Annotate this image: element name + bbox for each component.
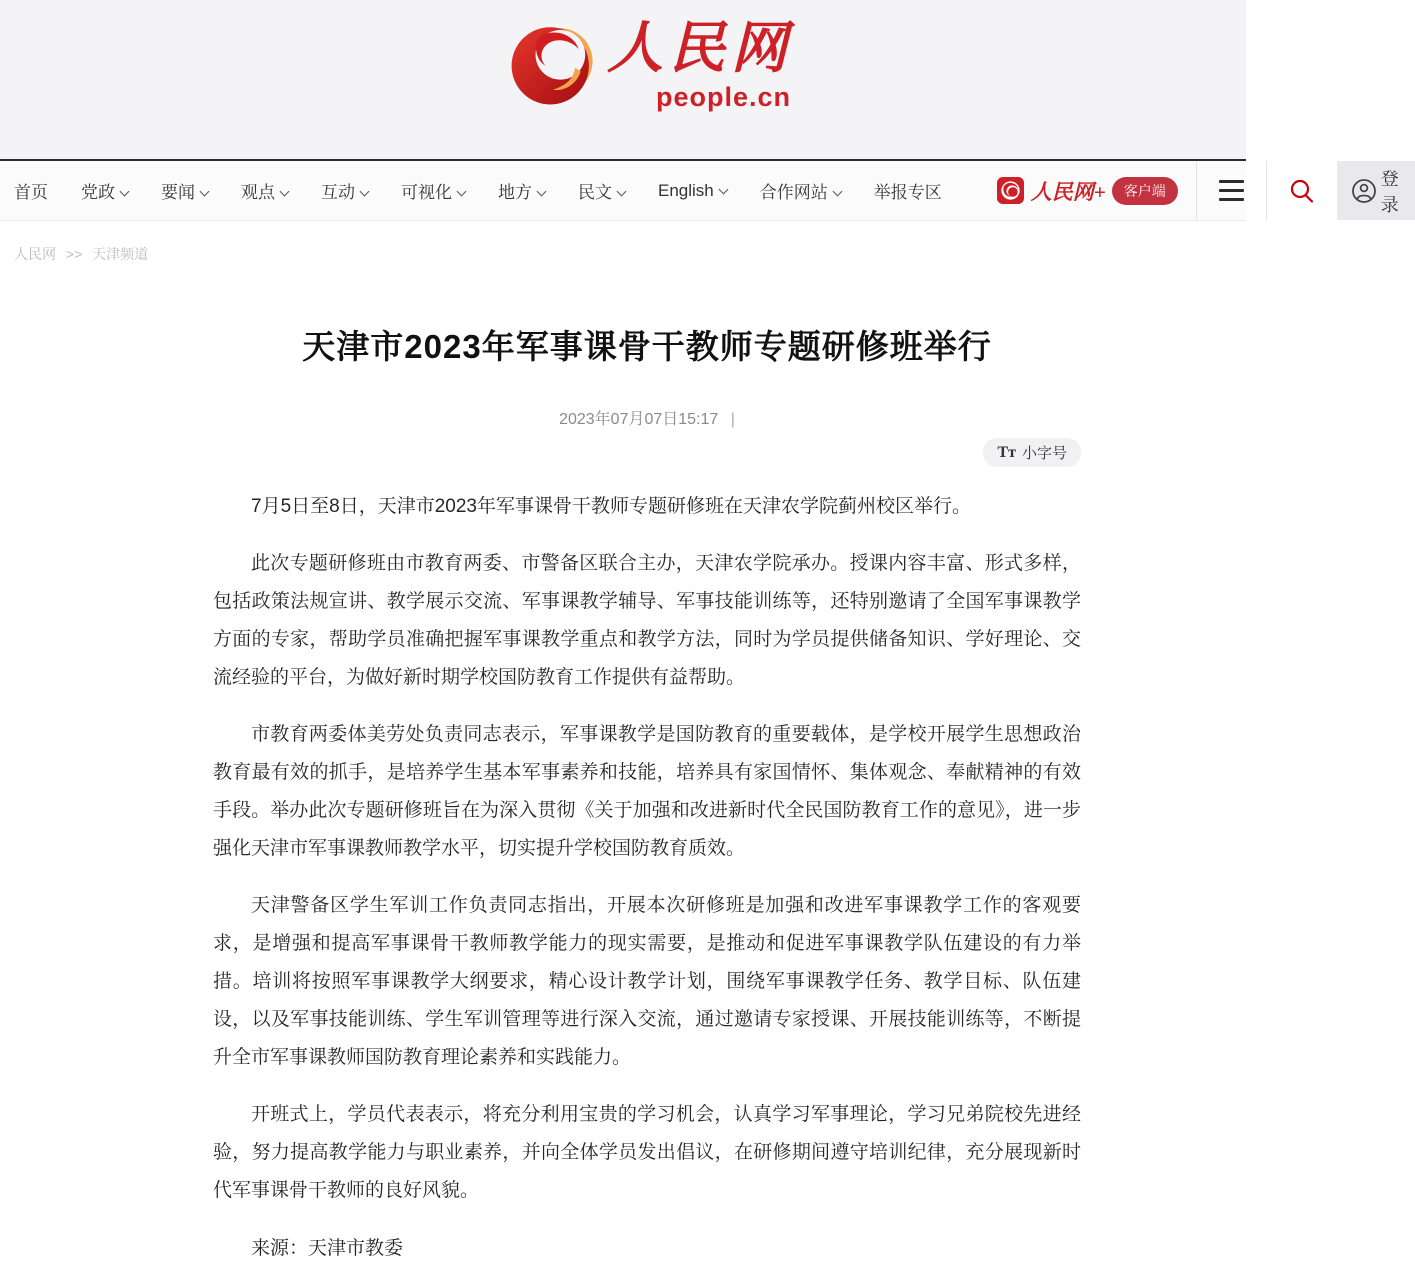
breadcrumb: [0, 221, 1246, 264]
login-label: 登录: [1380, 168, 1399, 215]
paragraph: 7月5日至8日，天津市2023年军事课骨干教师专题研修班在天津农学院蓟州校区举行。: [251, 496, 971, 517]
article-date-row: [213, 406, 1081, 429]
chevron-down-icon: [120, 187, 130, 197]
people-app-icon: [997, 177, 1024, 204]
nav-tools: [975, 161, 1415, 220]
login-button[interactable]: [1337, 161, 1415, 220]
nav-item-party-politics[interactable]: 党政: [81, 178, 128, 203]
chevron-down-icon: [200, 187, 210, 197]
chevron-down-icon: [617, 187, 627, 197]
chevron-down-icon: [360, 187, 370, 197]
nav-item-minority-language[interactable]: 民文: [578, 178, 625, 203]
article-source: 来源：天津市教委: [251, 1238, 404, 1259]
nav-list: [0, 161, 975, 220]
people-app-badge[interactable]: [975, 161, 1196, 220]
hamburger-icon: [1219, 180, 1244, 201]
site-name: 人民网: [607, 18, 793, 80]
menu-button[interactable]: [1196, 161, 1266, 220]
breadcrumb-separator: >>: [65, 246, 83, 262]
article-title: 天津市2023年军事课骨干教师专题研修班举行: [302, 328, 992, 365]
main-nav: [0, 161, 1399, 221]
site-logo[interactable]: [507, 18, 793, 112]
search-icon: [1289, 178, 1315, 204]
chevron-down-icon: [718, 184, 728, 194]
date-separator: |: [730, 411, 735, 428]
nav-item-opinions[interactable]: 观点: [241, 178, 288, 203]
chevron-down-icon: [537, 187, 547, 197]
nav-item-english[interactable]: English: [658, 181, 727, 201]
chevron-down-icon: [457, 187, 467, 197]
paragraph: 开班式上，学员代表表示，将充分利用宝贵的学习机会，认真学习军事理论，学习兄弟院校先进经验，努力提高教学能力与职业素养，并向全体学员发出倡议，在研修期间遵守培训纪律，充分展现新时代军事课骨干教师的良好风貌。: [213, 1104, 1081, 1201]
paragraph: 此次专题研修班由市教育两委、市警备区联合主办，天津农学院承办。授课内容丰富、形式多样，包括政策法规宣讲、教学展示交流、军事课教学辅导、军事技能训练等，还特别邀请了全国军事课教学方面的专家，帮助学员准确把握军事课教学重点和教学方法，同时为学员提供储备知识、学好理论、交流经验的平台，为做好新时期学校国防教育工作提供有益帮助。: [213, 553, 1081, 688]
paragraph: 市教育两委体美劳处负责同志表示，军事课教学是国防教育的重要载体，是学校开展学生思想政治教育最有效的抓手，是培养学生基本军事素养和技能，培养具有家国情怀、集体观念、奉献精神的有效手段。举办此次专题研修班旨在为深入贯彻《关于加强和改进新时代全民国防教育工作的意见》，进一步强化天津市军事课教师教学水平，切实提升学校国防教育质效。: [213, 724, 1081, 859]
people-logo-icon: [507, 18, 599, 110]
nav-item-interactive[interactable]: 互动: [321, 178, 368, 203]
publish-date: 2023年07月07日15:17: [559, 411, 719, 428]
breadcrumb-root[interactable]: 人民网: [14, 246, 56, 262]
article-body: [213, 488, 1081, 1210]
nav-item-local[interactable]: 地方: [498, 178, 545, 203]
nav-item-home[interactable]: 首页: [14, 183, 48, 202]
nav-item-report-zone[interactable]: 举报专区: [873, 183, 942, 202]
chevron-down-icon: [832, 187, 842, 197]
search-button[interactable]: [1266, 161, 1337, 220]
font-size-button[interactable]: [983, 438, 1081, 467]
nav-item-top-news[interactable]: 要闻: [161, 178, 208, 203]
site-header: [0, 0, 1246, 161]
article: [213, 327, 1081, 1268]
font-size-label: 小字号: [1021, 445, 1067, 462]
nav-item-partner-sites[interactable]: 合作网站: [760, 178, 841, 203]
nav-item-visualization[interactable]: 可视化: [401, 178, 465, 203]
font-size-row: [213, 438, 1081, 467]
app-badge-name: 人民网+: [1030, 179, 1106, 204]
font-size-icon: Tᴛ: [997, 443, 1016, 461]
breadcrumb-current[interactable]: 天津频道: [92, 246, 149, 262]
person-icon: [1351, 178, 1377, 204]
app-badge-client-pill: 客户端: [1112, 177, 1178, 205]
site-domain: people.cn: [655, 82, 791, 112]
paragraph: 天津警备区学生军训工作负责同志指出，开展本次研修班是加强和改进军事课教学工作的客观要求，是增强和提高军事课骨干教师教学能力的现实需要，是推动和促进军事课教学队伍建设的有力举措。培训将按照军事课教学大纲要求，精心设计教学计划，围绕军事课教学任务、教学目标、队伍建设，以及军事技能训练、学生军训管理等进行深入交流，通过邀请专家授课、开展技能训练等，不断提升全市军事课教师国防教育理论素养和实践能力。: [213, 895, 1081, 1068]
chevron-down-icon: [280, 187, 290, 197]
